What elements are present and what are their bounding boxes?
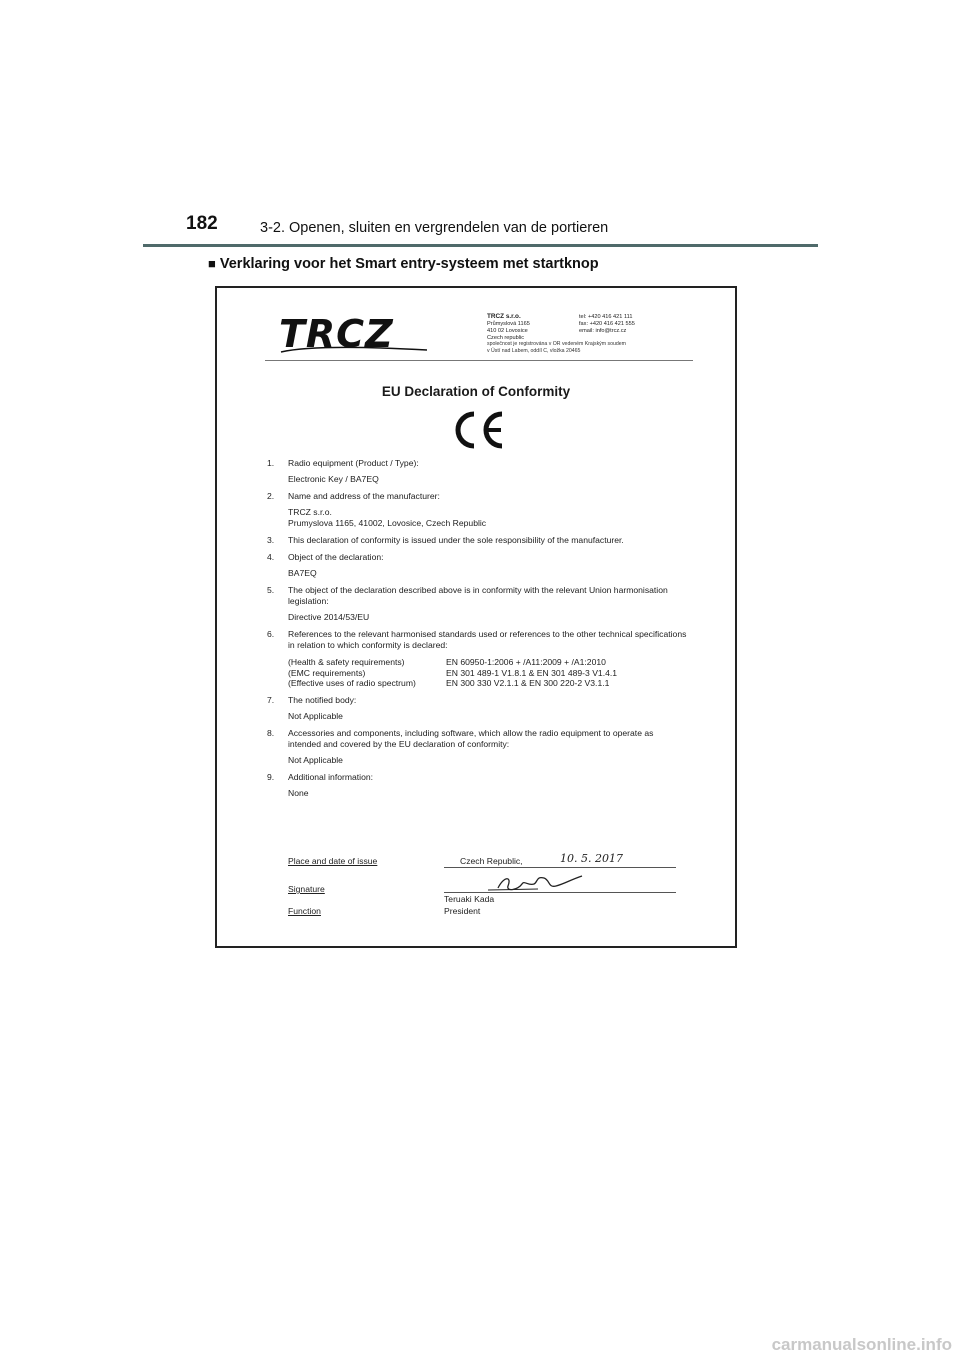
item-number: 8. <box>267 727 275 738</box>
company-name: TRCZ s.r.o. <box>487 313 521 320</box>
company-line: Czech republic <box>487 334 524 341</box>
item-value: Not Applicable <box>288 710 343 721</box>
declaration-items <box>267 458 687 805</box>
item-label: Accessories and components, including software, which allow the radio equipment to operate as intended and covered by the EU declaration of conformity: <box>288 727 654 749</box>
declaration-item <box>267 535 687 546</box>
contact-info <box>579 314 635 335</box>
item-label: References to the relevant harmonised standards used or references to the other technical specifications in relation to which conformity is declared: <box>288 629 687 650</box>
item-number: 3. <box>267 535 275 545</box>
item-number: 6. <box>267 629 275 639</box>
registry-line: v Ústí nad Labem, oddíl C, vložka 20465 <box>487 347 581 354</box>
signature-line <box>444 892 676 893</box>
item-label: Object of the declaration: <box>288 552 384 562</box>
item-number: 5. <box>267 585 275 595</box>
signature-label: Signature <box>288 884 325 894</box>
registry-line: společnost je registrována v OR vedeném Krajským soudem <box>487 341 626 347</box>
contact-email: email: info@trcz.cz <box>579 327 627 334</box>
item-value: Directive 2014/53/EU <box>288 612 370 622</box>
item-label: Name and address of the manufacturer: <box>288 491 440 501</box>
item-number: 1. <box>267 458 275 468</box>
page-number: 182 <box>186 213 218 234</box>
item-label: Radio equipment (Product / Type): <box>288 458 419 468</box>
function-label: Function <box>288 906 321 916</box>
standards-table <box>288 657 687 689</box>
item-label: Additional information: <box>288 771 374 782</box>
declaration-item <box>267 458 687 485</box>
contact-fax: fax: +420 416 421 555 <box>579 320 635 327</box>
standard-category: (EMC requirements) <box>288 667 366 678</box>
declaration-certificate <box>215 286 737 948</box>
company-line: 410 02 Lovosice <box>487 327 528 334</box>
item-number: 7. <box>267 694 275 705</box>
declaration-item <box>267 491 687 529</box>
standard-reference: EN 60950-1:2006 + /A11:2009 + /A1:2010 <box>446 657 606 667</box>
item-number: 9. <box>267 771 275 782</box>
header-rule <box>143 244 818 247</box>
item-number: 2. <box>267 491 275 501</box>
section-bullet: ■ <box>208 256 216 271</box>
declaration-item <box>267 728 687 766</box>
standard-category: (Effective uses of radio spectrum) <box>288 678 416 688</box>
declaration-item <box>267 629 687 689</box>
company-line: Průmyslová 1165 <box>487 320 530 327</box>
declaration-title: EU Declaration of Conformity <box>381 384 571 399</box>
declaration-item <box>267 695 687 722</box>
declaration-item <box>267 552 687 579</box>
section-heading-text: Verklaring voor het Smart entry-systeem met startknop <box>219 256 599 272</box>
letterhead-rule <box>265 360 693 361</box>
place-line <box>444 867 676 868</box>
declaration-item <box>267 772 687 799</box>
standard-reference: EN 301 489-1 V1.8.1 & EN 301 489-3 V1.4.1 <box>446 667 618 678</box>
standard-reference: EN 300 330 V2.1.1 & EN 300 220-2 V3.1.1 <box>446 678 610 688</box>
registry-info <box>487 341 687 354</box>
watermark: carmanualsonline.info <box>771 1335 952 1354</box>
chapter-title: 3-2. Openen, sluiten en vergrendelen van de portieren <box>260 220 609 236</box>
contact-tel: tel: +420 416 421 111 <box>579 314 633 320</box>
section-heading <box>208 256 599 272</box>
item-value: BA7EQ <box>288 568 317 578</box>
function-value: President <box>444 906 481 916</box>
signer-name: Teruaki Kada <box>444 894 495 904</box>
trcz-logo <box>277 314 427 354</box>
item-value: None <box>288 787 309 798</box>
item-label: The notified body: <box>288 694 357 705</box>
item-number: 4. <box>267 552 275 562</box>
item-value: Not Applicable <box>288 754 343 765</box>
item-value: Electronic Key / BA7EQ <box>288 474 379 484</box>
handwritten-date: 10. 5. 2017 <box>560 852 623 865</box>
certificate-scan <box>217 288 735 946</box>
declaration-item <box>267 585 687 623</box>
standard-category: (Health & safety requirements) <box>288 657 405 667</box>
item-value: TRCZ s.r.o. Prumyslova 1165, 41002, Lovosice, Czech Republic <box>288 507 487 528</box>
item-label: This declaration of conformity is issued under the sole responsibility of the manufacturer. <box>288 535 624 545</box>
company-info <box>487 314 587 342</box>
ce-mark-icon <box>450 410 508 450</box>
place-value: Czech Republic, <box>460 856 523 866</box>
item-label: The object of the declaration described above is in conformity with the relevant Union harmonisation legislation: <box>288 585 668 606</box>
place-date-label: Place and date of issue <box>288 856 378 866</box>
logo-text: TRCZ <box>279 314 394 354</box>
